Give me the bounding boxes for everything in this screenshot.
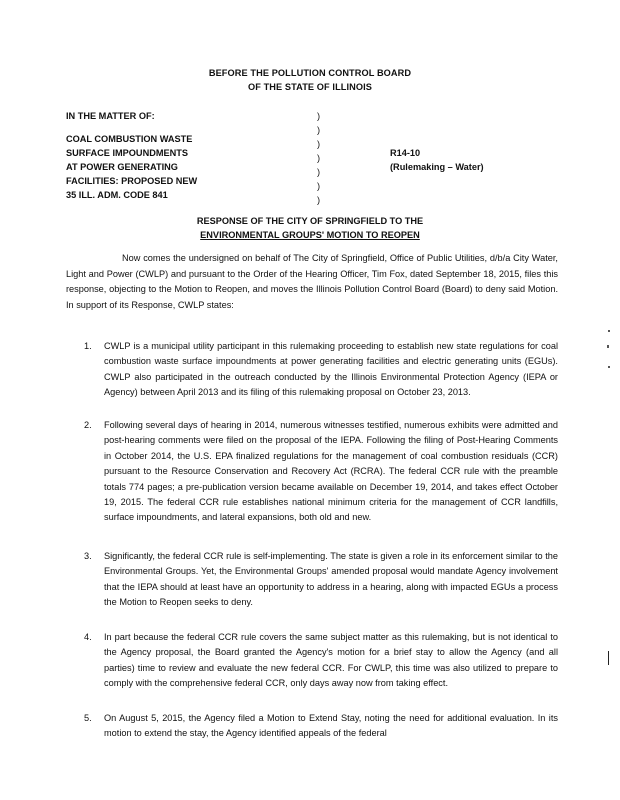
paragraph-text: On August 5, 2015, the Agency filed a Motion to Extend Stay, noting the need for additional evaluation. In its motion to extend the stay, the Agency identified appeals of the federal [104,713,558,739]
response-title-line1: RESPONSE OF THE CITY OF SPRINGFIELD TO THE [196,216,424,226]
paragraph-number: 4. [84,632,92,642]
caption-paren: ) [317,153,321,163]
paragraph-number: 2. [84,420,92,430]
numbered-paragraph [84,711,558,742]
caption-paren: ) [317,139,321,149]
docket-number: R14-10 [390,148,421,158]
caption-paren: ) [317,125,321,135]
paragraph-number: 5. [84,713,92,723]
caption-paren: ) [317,181,321,191]
numbered-paragraph [84,549,558,611]
scan-mark [607,345,609,348]
scan-mark [608,366,610,368]
intro-paragraph: Now comes the undersigned on behalf of The City of Springfield, Office of Public Utilities, d/b/a City Water, Light and Power (CWLP) and pursuant to the Order of the Hearing Officer, Tim Fox, dated September 18, 2015, files this response, objecting to the Motion to Reopen, and moves the Illinois Pollution Control Board (Board) to deny said Motion. In support of its Response, CWLP states: [66,253,558,310]
paragraph-number: 3. [84,551,92,561]
caption-paren: ) [317,111,321,121]
paragraph-number: 1. [84,341,92,351]
scan-mark [608,651,609,665]
numbered-paragraph [84,339,558,401]
paragraph-text: In part because the federal CCR rule covers the same subject matter as this rulemaking, but is not identical to the Agency proposal, the Board granted the Agency's motion for a brief stay to allow the Agency (and all parties) time to review and evaluate the new federal CCR. For CWLP, this time was also utilized to prepare to comply with the comprehensive federal CCR, only days away now from taking effect. [104,632,558,689]
caption-line: SURFACE IMPOUNDMENTS [66,148,188,158]
scan-mark [608,330,610,332]
numbered-paragraph [84,418,558,526]
numbered-paragraph [84,630,558,692]
caption-paren: ) [317,195,321,205]
caption-line: IN THE MATTER OF: [66,111,155,121]
caption-line: 35 ILL. ADM. CODE 841 [66,190,168,200]
board-heading: BEFORE THE POLLUTION CONTROL BOARD [208,68,412,78]
state-heading: OF THE STATE OF ILLINOIS [247,82,373,92]
caption-paren: ) [317,167,321,177]
caption-line: FACILITIES: PROPOSED NEW [66,176,198,186]
caption-line: AT POWER GENERATING [66,162,178,172]
caption-line: COAL COMBUSTION WASTE [66,134,193,144]
paragraph-text: Significantly, the federal CCR rule is self-implementing. The state is given a role in its enforcement similar to the Environmental Groups. Yet, the Environmental Groups' amended proposal would mandate Agency involvement that the IEPA should at least have an opportunity to address in a hearing, along with impacted EGUs a process the Motion to Reopen seeks to deny. [104,551,558,608]
docket-type: (Rulemaking – Water) [390,162,484,172]
paragraph-text: Following several days of hearing in 2014, numerous witnesses testified, numerous exhibits were admitted and post-hearing comments were filed on the proposal of the IEPA. Following the filing of Post-Hearing Comments in October 2014, the U.S. EPA finalized regulations for the management of coal combustion residuals (CCR) pursuant to the Resource Conservation and Recovery Act (RCRA). The federal CCR rule with the preamble totals 774 pages; a pre-publication version became available on December 19, 2014, and takes effect October 19, 2015. The federal CCR rule establishes national minimum criteria for the management of CCR landfills, surface impoundments, and lateral expansions, both old and new. [104,420,558,523]
paragraph-text: CWLP is a municipal utility participant in this rulemaking proceeding to establish new state regulations for coal combustion waste surface impoundments at power generating facilities and electric generating units (EGUs). CWLP also participated in the outreach conducted by the Illinois Environmental Protection Agency (IEPA or Agency) between April 2013 and its filing of this rulemaking proposal on October 23, 2013. [104,341,558,398]
response-title-line2: ENVIRONMENTAL GROUPS' MOTION TO REOPEN [200,230,420,240]
